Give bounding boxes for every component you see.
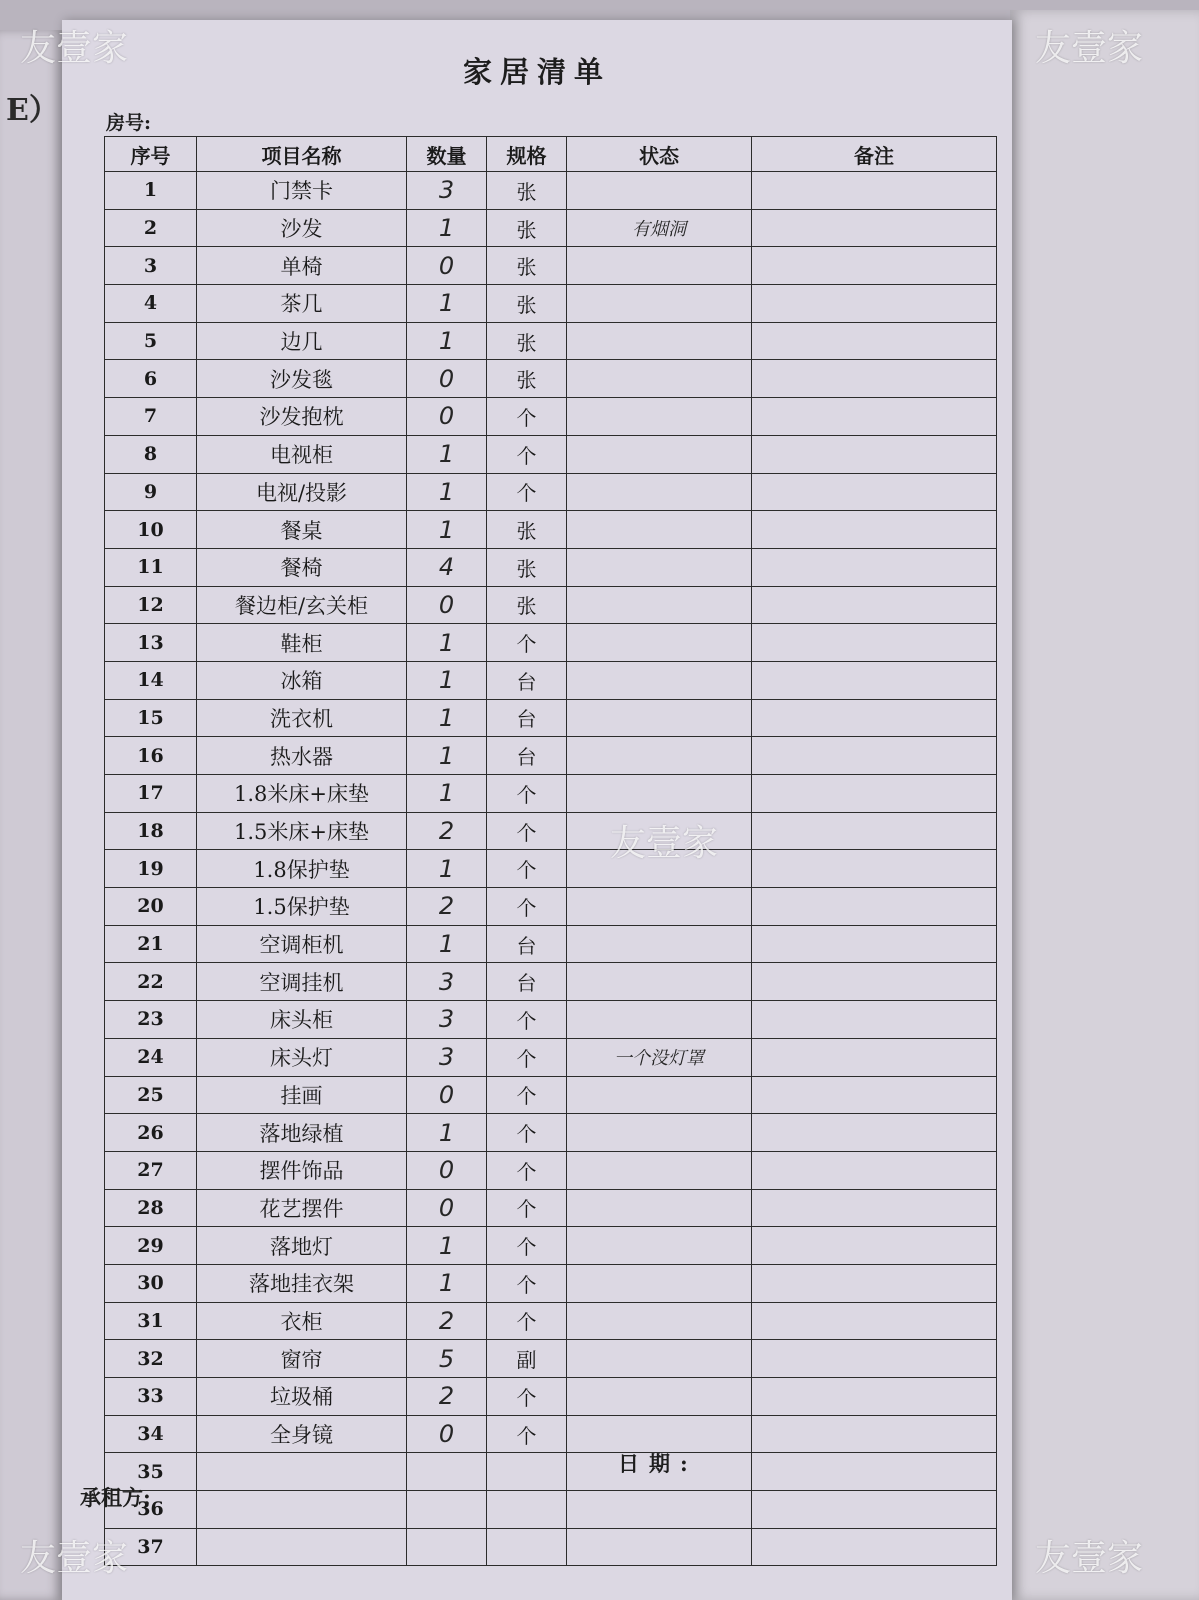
table-row — [105, 172, 997, 210]
cell-quantity: 1 — [407, 435, 487, 473]
cell-item-name: 沙发 — [197, 209, 407, 247]
cell-no: 5 — [105, 322, 197, 360]
table-header-row — [105, 137, 997, 172]
cell-no: 12 — [105, 586, 197, 624]
cell-item-name: 空调挂机 — [197, 963, 407, 1001]
cell-no: 32 — [105, 1340, 197, 1378]
cell-no: 3 — [105, 247, 197, 285]
cell-spec: 张 — [487, 511, 567, 549]
table-row — [105, 1227, 997, 1265]
cell-quantity: 1 — [407, 925, 487, 963]
table-row — [105, 1076, 997, 1114]
cell-spec — [487, 1453, 567, 1491]
cell-spec: 个 — [487, 1264, 567, 1302]
cell-spec: 个 — [487, 775, 567, 813]
cell-spec: 个 — [487, 850, 567, 888]
watermark-center: 友壹家 — [610, 823, 719, 864]
cell-quantity: 1 — [407, 850, 487, 888]
cell-no: 8 — [105, 435, 197, 473]
cell-item-name: 洗衣机 — [197, 699, 407, 737]
table-row — [105, 963, 997, 1001]
cell-no: 14 — [105, 661, 197, 699]
cell-note — [752, 624, 997, 662]
cell-spec: 个 — [487, 1001, 567, 1039]
cell-item-name: 窗帘 — [197, 1340, 407, 1378]
cell-note — [752, 209, 997, 247]
cell-spec: 个 — [487, 1415, 567, 1453]
cell-note — [752, 1189, 997, 1227]
watermark-bottom-left: 友壹家 — [20, 1538, 129, 1579]
cell-item-name: 花艺摆件 — [197, 1189, 407, 1227]
cell-status — [567, 850, 752, 888]
cell-note — [752, 1415, 997, 1453]
cell-status — [567, 247, 752, 285]
cell-spec: 副 — [487, 1340, 567, 1378]
cell-no: 30 — [105, 1264, 197, 1302]
cell-note — [752, 511, 997, 549]
cell-status: 有烟洞 — [567, 209, 752, 247]
table-row — [105, 661, 997, 699]
cell-note — [752, 1114, 997, 1152]
cell-quantity: 0 — [407, 1415, 487, 1453]
cell-quantity: 2 — [407, 888, 487, 926]
cell-quantity: 3 — [407, 963, 487, 1001]
table-row — [105, 812, 997, 850]
cell-note — [752, 699, 997, 737]
cell-item-name: 1.8保护垫 — [197, 850, 407, 888]
cell-item-name: 1.5米床+床垫 — [197, 812, 407, 850]
cell-note — [752, 285, 997, 323]
table-row — [105, 1415, 997, 1453]
cell-spec: 张 — [487, 322, 567, 360]
cell-item-name: 衣柜 — [197, 1302, 407, 1340]
cell-spec: 个 — [487, 1076, 567, 1114]
cell-quantity — [407, 1491, 487, 1529]
cell-status — [567, 1491, 752, 1529]
cell-status — [567, 548, 752, 586]
cell-status — [567, 473, 752, 511]
cell-spec: 个 — [487, 1189, 567, 1227]
cell-item-name: 垃圾桶 — [197, 1378, 407, 1416]
cell-note — [752, 812, 997, 850]
cell-note — [752, 1528, 997, 1566]
cell-status — [567, 322, 752, 360]
cell-note — [752, 548, 997, 586]
cell-note — [752, 737, 997, 775]
cell-note — [752, 1491, 997, 1529]
cell-item-name: 茶几 — [197, 285, 407, 323]
cell-status — [567, 963, 752, 1001]
cell-spec: 台 — [487, 737, 567, 775]
cell-spec: 台 — [487, 963, 567, 1001]
cell-note — [752, 661, 997, 699]
cell-quantity: 1 — [407, 473, 487, 511]
cell-quantity: 3 — [407, 172, 487, 210]
cell-note — [752, 1001, 997, 1039]
cell-status — [567, 925, 752, 963]
cell-spec: 张 — [487, 360, 567, 398]
cell-quantity: 1 — [407, 775, 487, 813]
cell-item-name: 落地灯 — [197, 1227, 407, 1265]
cell-spec: 个 — [487, 1114, 567, 1152]
cell-note — [752, 1038, 997, 1076]
cell-quantity: 0 — [407, 360, 487, 398]
cell-quantity: 1 — [407, 699, 487, 737]
cell-quantity: 3 — [407, 1038, 487, 1076]
left-page-edge — [0, 30, 62, 1600]
header-item-name: 项目名称 — [197, 137, 407, 172]
table-row — [105, 1340, 997, 1378]
cell-note — [752, 1378, 997, 1416]
cell-quantity: 2 — [407, 812, 487, 850]
table-row — [105, 1038, 997, 1076]
cell-no: 37 — [105, 1528, 197, 1566]
table-body — [105, 172, 997, 1566]
cell-status — [567, 1528, 752, 1566]
table-row — [105, 1302, 997, 1340]
cell-quantity: 2 — [407, 1302, 487, 1340]
cell-no: 20 — [105, 888, 197, 926]
header-no: 序号 — [105, 137, 197, 172]
cell-quantity: 1 — [407, 511, 487, 549]
cell-no: 25 — [105, 1076, 197, 1114]
cell-spec: 张 — [487, 172, 567, 210]
table-row — [105, 737, 997, 775]
cell-status — [567, 1076, 752, 1114]
room-number-label: 房号: — [106, 112, 152, 134]
cell-spec: 张 — [487, 548, 567, 586]
table-row — [105, 1378, 997, 1416]
cell-note — [752, 1453, 997, 1491]
cell-item-name: 摆件饰品 — [197, 1151, 407, 1189]
watermark-top-right: 友壹家 — [1035, 28, 1144, 69]
cell-note — [752, 963, 997, 1001]
cell-item-name: 1.8米床+床垫 — [197, 775, 407, 813]
cell-item-name: 鞋柜 — [197, 624, 407, 662]
cell-item-name: 挂画 — [197, 1076, 407, 1114]
cell-spec: 个 — [487, 888, 567, 926]
cell-no: 15 — [105, 699, 197, 737]
cell-item-name: 落地绿植 — [197, 1114, 407, 1152]
cell-quantity: 0 — [407, 1189, 487, 1227]
inventory-table — [104, 136, 997, 1566]
cell-no: 2 — [105, 209, 197, 247]
cell-status — [567, 1189, 752, 1227]
cell-quantity: 0 — [407, 247, 487, 285]
cell-no: 6 — [105, 360, 197, 398]
inventory-sheet — [62, 20, 1012, 1600]
cell-item-name: 餐边柜/玄关柜 — [197, 586, 407, 624]
cell-quantity: 0 — [407, 1151, 487, 1189]
table-row — [105, 888, 997, 926]
cell-note — [752, 247, 997, 285]
cell-note — [752, 850, 997, 888]
cell-quantity: 1 — [407, 1227, 487, 1265]
cell-no: 33 — [105, 1378, 197, 1416]
table-row — [105, 925, 997, 963]
cell-item-name — [197, 1491, 407, 1529]
cell-no: 22 — [105, 963, 197, 1001]
cell-quantity: 1 — [407, 285, 487, 323]
cell-note — [752, 473, 997, 511]
cell-no: 17 — [105, 775, 197, 813]
cell-item-name — [197, 1453, 407, 1491]
cell-quantity: 5 — [407, 1340, 487, 1378]
table-row — [105, 511, 997, 549]
cell-note — [752, 775, 997, 813]
cell-no: 36 — [105, 1491, 197, 1529]
table-row — [105, 1189, 997, 1227]
lessee-label: 承租方: — [80, 1485, 151, 1510]
cell-no: 9 — [105, 473, 197, 511]
table-row — [105, 1264, 997, 1302]
cell-spec: 台 — [487, 699, 567, 737]
header-spec: 规格 — [487, 137, 567, 172]
cell-status — [567, 812, 752, 850]
cell-spec — [487, 1491, 567, 1529]
date-label: 日期: — [618, 1451, 698, 1476]
table-row — [105, 1453, 997, 1491]
cell-no: 19 — [105, 850, 197, 888]
cell-no: 27 — [105, 1151, 197, 1189]
cell-status — [567, 1378, 752, 1416]
cell-status — [567, 1001, 752, 1039]
cell-status — [567, 1151, 752, 1189]
cell-status: 一个没灯罩 — [567, 1038, 752, 1076]
cell-spec: 个 — [487, 812, 567, 850]
cell-status — [567, 1340, 752, 1378]
cell-quantity: 0 — [407, 586, 487, 624]
cell-quantity: 1 — [407, 1264, 487, 1302]
table-row — [105, 850, 997, 888]
sheet-title: 家居清单 — [462, 55, 611, 89]
cell-item-name: 边几 — [197, 322, 407, 360]
cell-no: 11 — [105, 548, 197, 586]
cell-status — [567, 586, 752, 624]
cell-no: 18 — [105, 812, 197, 850]
cell-no: 34 — [105, 1415, 197, 1453]
cell-spec: 个 — [487, 1227, 567, 1265]
cell-status — [567, 699, 752, 737]
cell-spec: 个 — [487, 473, 567, 511]
cell-item-name: 电视/投影 — [197, 473, 407, 511]
cell-note — [752, 888, 997, 926]
cell-note — [752, 172, 997, 210]
cell-quantity: 2 — [407, 1378, 487, 1416]
cell-quantity: 1 — [407, 661, 487, 699]
cell-item-name: 餐桌 — [197, 511, 407, 549]
cell-spec: 个 — [487, 398, 567, 436]
header-quantity: 数量 — [407, 137, 487, 172]
cell-quantity — [407, 1528, 487, 1566]
cell-quantity — [407, 1453, 487, 1491]
cell-note — [752, 322, 997, 360]
cell-item-name: 餐椅 — [197, 548, 407, 586]
cell-status — [567, 624, 752, 662]
cell-note — [752, 586, 997, 624]
table-row — [105, 586, 997, 624]
cell-no: 31 — [105, 1302, 197, 1340]
table-row — [105, 1001, 997, 1039]
table-row — [105, 435, 997, 473]
cell-item-name: 床头柜 — [197, 1001, 407, 1039]
cell-quantity: 4 — [407, 548, 487, 586]
cell-note — [752, 1076, 997, 1114]
cell-status — [567, 1227, 752, 1265]
table-row — [105, 1151, 997, 1189]
cell-no: 24 — [105, 1038, 197, 1076]
cell-note — [752, 398, 997, 436]
cell-status — [567, 888, 752, 926]
cell-spec: 张 — [487, 586, 567, 624]
cell-note — [752, 435, 997, 473]
cell-no: 21 — [105, 925, 197, 963]
cell-item-name: 空调柜机 — [197, 925, 407, 963]
cell-spec: 张 — [487, 209, 567, 247]
table-row — [105, 285, 997, 323]
cell-no: 28 — [105, 1189, 197, 1227]
cell-status — [567, 737, 752, 775]
cell-note — [752, 360, 997, 398]
cell-no: 7 — [105, 398, 197, 436]
cell-item-name: 沙发毯 — [197, 360, 407, 398]
table-row — [105, 473, 997, 511]
cell-no: 4 — [105, 285, 197, 323]
cell-no: 13 — [105, 624, 197, 662]
table-row — [105, 322, 997, 360]
cell-quantity: 1 — [407, 624, 487, 662]
cell-quantity: 0 — [407, 398, 487, 436]
cell-item-name: 沙发抱枕 — [197, 398, 407, 436]
table-row — [105, 1114, 997, 1152]
cell-no: 10 — [105, 511, 197, 549]
cell-spec — [487, 1528, 567, 1566]
cell-status — [567, 1264, 752, 1302]
table-row — [105, 775, 997, 813]
cell-status — [567, 398, 752, 436]
cell-spec: 个 — [487, 624, 567, 662]
cell-no: 1 — [105, 172, 197, 210]
cell-quantity: 1 — [407, 209, 487, 247]
cell-item-name: 1.5保护垫 — [197, 888, 407, 926]
cell-no: 23 — [105, 1001, 197, 1039]
cell-quantity: 0 — [407, 1076, 487, 1114]
cell-note — [752, 1264, 997, 1302]
table-row — [105, 247, 997, 285]
cell-quantity: 1 — [407, 737, 487, 775]
cell-note — [752, 1151, 997, 1189]
cell-status — [567, 1114, 752, 1152]
cell-quantity: 1 — [407, 322, 487, 360]
cell-spec: 个 — [487, 1038, 567, 1076]
watermark-top-left: 友壹家 — [20, 28, 129, 69]
cell-no: 35 — [105, 1453, 197, 1491]
table-row — [105, 624, 997, 662]
right-page-edge — [1010, 10, 1199, 1600]
cell-status — [567, 661, 752, 699]
cell-status — [567, 285, 752, 323]
left-page-fragment: E） — [6, 93, 59, 128]
cell-status — [567, 360, 752, 398]
cell-item-name — [197, 1528, 407, 1566]
cell-status — [567, 1302, 752, 1340]
header-note: 备注 — [752, 137, 997, 172]
header-status: 状态 — [567, 137, 752, 172]
cell-note — [752, 1302, 997, 1340]
table-row — [105, 699, 997, 737]
cell-spec: 张 — [487, 285, 567, 323]
cell-spec: 个 — [487, 435, 567, 473]
cell-spec: 张 — [487, 247, 567, 285]
cell-status — [567, 172, 752, 210]
table-row — [105, 209, 997, 247]
table-row — [105, 398, 997, 436]
cell-item-name: 热水器 — [197, 737, 407, 775]
cell-item-name: 单椅 — [197, 247, 407, 285]
cell-item-name: 冰箱 — [197, 661, 407, 699]
cell-no: 26 — [105, 1114, 197, 1152]
cell-item-name: 电视柜 — [197, 435, 407, 473]
cell-status — [567, 511, 752, 549]
table-row — [105, 1491, 997, 1529]
cell-no: 16 — [105, 737, 197, 775]
cell-spec: 个 — [487, 1151, 567, 1189]
cell-item-name: 门禁卡 — [197, 172, 407, 210]
table-row — [105, 360, 997, 398]
table-row — [105, 1528, 997, 1566]
cell-spec: 台 — [487, 925, 567, 963]
cell-item-name: 落地挂衣架 — [197, 1264, 407, 1302]
cell-quantity: 1 — [407, 1114, 487, 1152]
cell-item-name: 床头灯 — [197, 1038, 407, 1076]
cell-note — [752, 1227, 997, 1265]
watermark-bottom-right: 友壹家 — [1035, 1538, 1144, 1579]
cell-item-name: 全身镜 — [197, 1415, 407, 1453]
cell-spec: 台 — [487, 661, 567, 699]
cell-spec: 个 — [487, 1302, 567, 1340]
cell-no: 29 — [105, 1227, 197, 1265]
cell-status — [567, 435, 752, 473]
cell-status — [567, 775, 752, 813]
cell-spec: 个 — [487, 1378, 567, 1416]
table-row — [105, 548, 997, 586]
cell-quantity: 3 — [407, 1001, 487, 1039]
cell-note — [752, 925, 997, 963]
cell-note — [752, 1340, 997, 1378]
